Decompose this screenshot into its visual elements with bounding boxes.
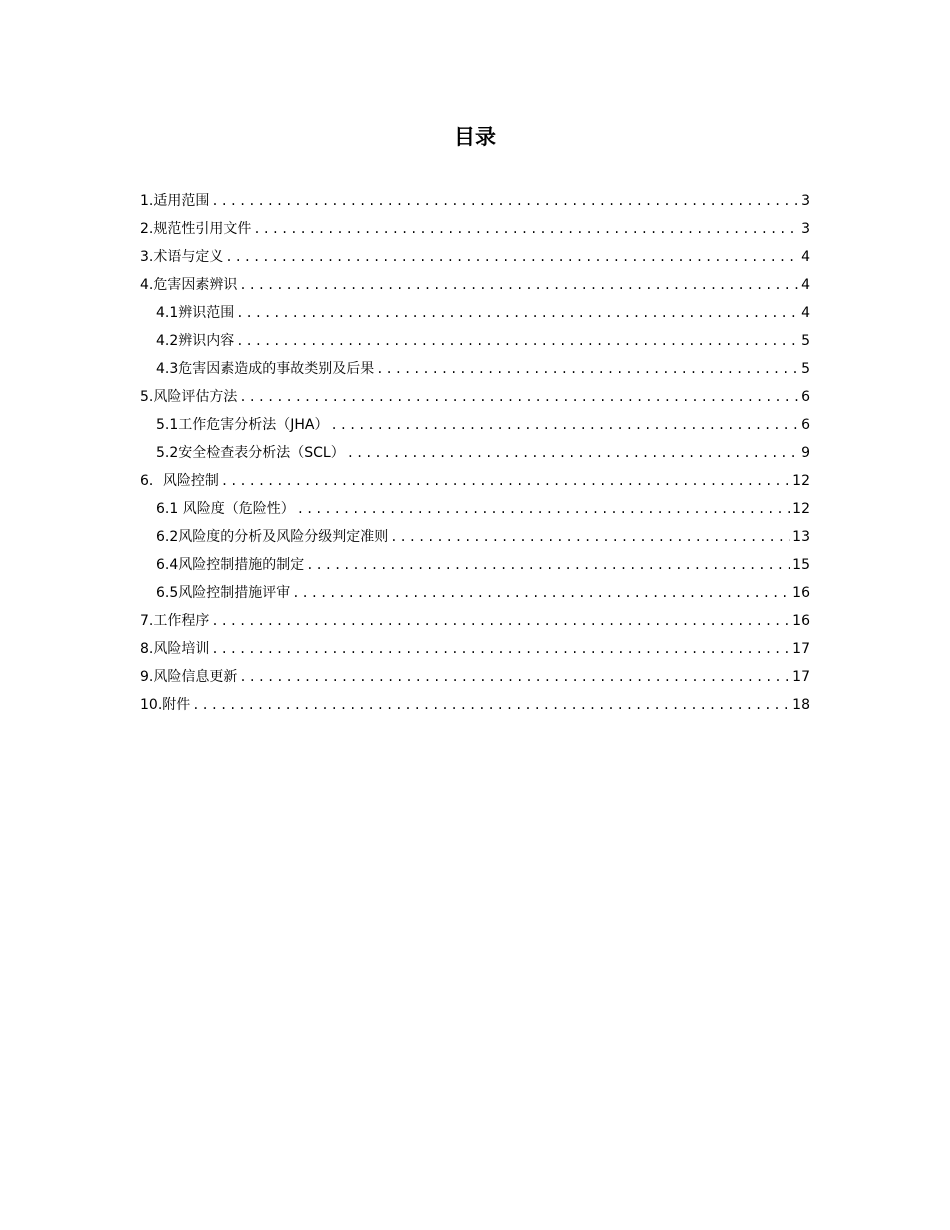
toc-subentry[interactable] [140,411,810,439]
toc-entry-text: 6.4风险控制措施的制定 [156,557,305,573]
toc-page-number: 5 [801,361,810,377]
toc-page-number: 17 [792,641,810,657]
toc-page-number: 18 [792,697,810,713]
toc-entry[interactable] [140,187,810,215]
toc-entry-text: 5.风险评估方法 [140,389,238,405]
toc-entry-text: 8.风险培训 [140,641,210,657]
toc-page-number: 6 [801,389,810,405]
toc-page-number: 4 [801,249,810,265]
toc-entry[interactable] [140,383,810,411]
toc-dot-leader [297,495,790,523]
toc-entry[interactable] [140,215,810,243]
toc-entry[interactable] [140,663,810,691]
toc-entry-text: 2.规范性引用文件 [140,221,252,237]
toc-page-number: 5 [801,333,810,349]
toc-subentry[interactable] [140,551,810,579]
toc-entry-text: 10.附件 [140,697,191,713]
toc-page-number: 4 [801,277,810,293]
toc-subentry[interactable] [140,355,810,383]
toc-entry-text: 1.适用范围 [140,193,210,209]
toc-page-number: 9 [801,445,810,461]
toc-entry[interactable] [140,467,810,495]
toc-page-number: 15 [792,557,810,573]
toc-subentry[interactable] [140,327,810,355]
toc-entry[interactable] [140,635,810,663]
toc-entry-text: 6.1 风险度（危险性） [156,501,295,517]
toc-dot-leader [225,243,799,271]
toc-entry[interactable] [140,271,810,299]
toc-dot-leader [211,607,790,635]
toc-subentry[interactable] [140,579,810,607]
toc-entry-text: 4.2辨识内容 [156,333,235,349]
toc-page-number: 12 [792,473,810,489]
toc-entry-text: 4.危害因素辨识 [140,277,238,293]
toc-entry-text: 3.术语与定义 [140,249,224,265]
toc-dot-leader [292,579,790,607]
toc-subentry[interactable] [140,439,810,467]
toc-dot-leader [376,355,799,383]
toc-subentry[interactable] [140,523,810,551]
toc-entry-text: 9.风险信息更新 [140,669,238,685]
toc-dot-leader [306,551,790,579]
toc-page-number: 6 [801,417,810,433]
toc-dot-leader [236,299,799,327]
toc-list [140,187,810,719]
toc-page-number: 3 [801,221,810,237]
toc-dot-leader [192,691,790,719]
toc-page-number: 4 [801,305,810,321]
toc-subentry[interactable] [140,299,810,327]
toc-entry-text: 6．风险控制 [140,473,219,489]
toc-page-number: 12 [792,501,810,517]
toc-entry-text: 6.5风险控制措施评审 [156,585,291,601]
toc-page-number: 17 [792,669,810,685]
toc-entry[interactable] [140,607,810,635]
toc-dot-leader [331,411,800,439]
toc-entry[interactable] [140,691,810,719]
toc-dot-leader [239,663,790,691]
toc-dot-leader [211,187,799,215]
toc-page-number: 16 [792,613,810,629]
toc-page-number: 3 [801,193,810,209]
toc-entry-text: 7.工作程序 [140,613,210,629]
toc-dot-leader [390,523,790,551]
toc-entry-text: 4.1辨识范围 [156,305,235,321]
toc-title: 目录 [454,125,496,149]
toc-dot-leader [239,383,799,411]
toc-subentry[interactable] [140,495,810,523]
toc-page-number: 16 [792,585,810,601]
toc-dot-leader [347,439,799,467]
toc-dot-leader [221,467,790,495]
toc-entry-text: 6.2风险度的分析及风险分级判定准则 [156,529,389,545]
toc-entry[interactable] [140,243,810,271]
toc-entry-text: 5.1工作危害分析法（JHA） [156,417,329,433]
toc-dot-leader [239,271,799,299]
toc-entry-text: 5.2安全检查表分析法（SCL） [156,445,345,461]
toc-page-number: 13 [792,529,810,545]
toc-dot-leader [236,327,799,355]
toc-dot-leader [211,635,790,663]
toc-dot-leader [253,215,799,243]
toc-entry-text: 4.3危害因素造成的事故类别及后果 [156,361,375,377]
